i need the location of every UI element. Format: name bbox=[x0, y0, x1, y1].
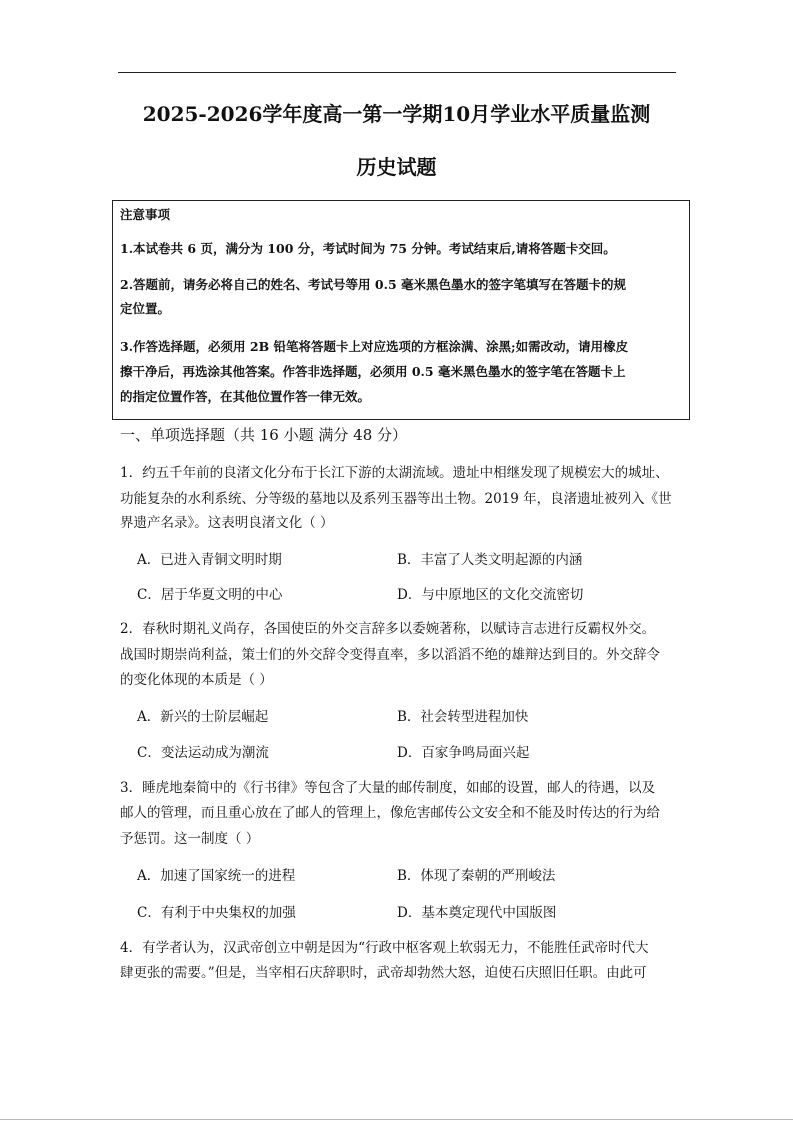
question-3-line: 予惩罚。这一制度（ ） bbox=[120, 831, 260, 847]
question-1-option-d: D．与中原地区的文化交流密切 bbox=[397, 587, 584, 603]
question-1-option-c: C．居于华夏文明的中心 bbox=[137, 587, 283, 603]
exam-subject: 历史试题 bbox=[356, 155, 437, 179]
question-4-line: 4．有学者认为，汉武帝创立中朝是因为“行政中枢客观上软弱无力，不能胜任武帝时代大 bbox=[120, 940, 649, 956]
notice-line: 定位置。 bbox=[120, 301, 171, 316]
page-bottom-edge bbox=[0, 1119, 793, 1120]
notice-line: 的指定位置作答，在其他位置作答一律无效。 bbox=[120, 389, 371, 404]
notice-line: 2.答题前，请务必将自己的姓名、考试号等用 0.5 毫米黑色墨水的签字笔填写在答题卡的规 bbox=[120, 277, 627, 292]
question-2-option-b: B．社会转型进程加快 bbox=[397, 709, 529, 725]
question-2-option-c: C．变法运动成为潮流 bbox=[137, 745, 269, 761]
notice-heading: 注意事项 bbox=[120, 207, 171, 222]
question-2-line: 的变化体现的本质是（ ） bbox=[120, 672, 273, 688]
question-3-option-a: A．加速了国家统一的进程 bbox=[137, 868, 296, 884]
question-4-line: 肆更张的需要。”但是，当宰相石庆辞职时，武帝却勃然大怒，迫使石庆照旧任职。由此可 bbox=[120, 965, 647, 981]
question-3-line: 3．睡虎地秦简中的《行书律》等包含了大量的邮传制度，如邮的设置，邮人的待遇，以及 bbox=[120, 780, 656, 796]
question-1-option-a: A．已进入青铜文明时期 bbox=[137, 552, 282, 568]
notice-line: 擦干净后，再选涂其他答案。作答非选择题，必须用 0.5 毫米黑色墨水的签字笔在答题卡上 bbox=[120, 364, 626, 379]
question-1-line: 1．约五千年前的良渚文化分布于长江下游的太湖流域。遗址中相继发现了规模宏大的城址、 bbox=[120, 465, 669, 481]
question-1-line: 功能复杂的水利系统、分等级的墓地以及系列玉器等出土物。2019 年，良渚遗址被列入《世 bbox=[120, 491, 672, 507]
header-rule bbox=[118, 72, 676, 73]
question-2-option-a: A．新兴的士阶层崛起 bbox=[137, 709, 269, 725]
question-1-option-b: B．丰富了人类文明起源的内涵 bbox=[397, 552, 583, 568]
question-2-option-d: D．百家争鸣局面兴起 bbox=[397, 745, 530, 761]
question-3-option-b: B．体现了秦朝的严刑峻法 bbox=[397, 868, 556, 884]
notice-line: 3.作答选择题，必须用 2B 铅笔将答题卡上对应选项的方框涂满、涂黑;如需改动，请用橡皮 bbox=[120, 339, 629, 354]
question-3-option-c: C．有利于中央集权的加强 bbox=[137, 905, 296, 921]
exam-title: 2025-2026学年度高一第一学期10月学业水平质量监测 bbox=[142, 102, 651, 126]
question-3-line: 邮人的管理，而且重心放在了邮人的管理上，像危害邮传公文安全和不能及时传达的行为给 bbox=[120, 805, 660, 821]
section-heading: 一、单项选择题（共 16 小题 满分 48 分） bbox=[120, 426, 408, 444]
notice-line: 1.本试卷共 6 页，满分为 100 分，考试时间为 75 分钟。考试结束后,请将答题卡交回。 bbox=[120, 241, 616, 256]
question-2-line: 2．春秋时期礼义尚存，各国使臣的外交言辞多以委婉著称，以赋诗言志进行反霸权外交。 bbox=[120, 621, 656, 637]
question-2-line: 战国时期崇尚利益，策士们的外交辞令变得直率，多以滔滔不绝的雄辩达到目的。外交辞令 bbox=[120, 647, 660, 663]
question-3-option-d: D．基本奠定现代中国版图 bbox=[397, 905, 557, 921]
question-1-line: 界遗产名录》。这表明良渚文化（ ） bbox=[120, 515, 334, 531]
